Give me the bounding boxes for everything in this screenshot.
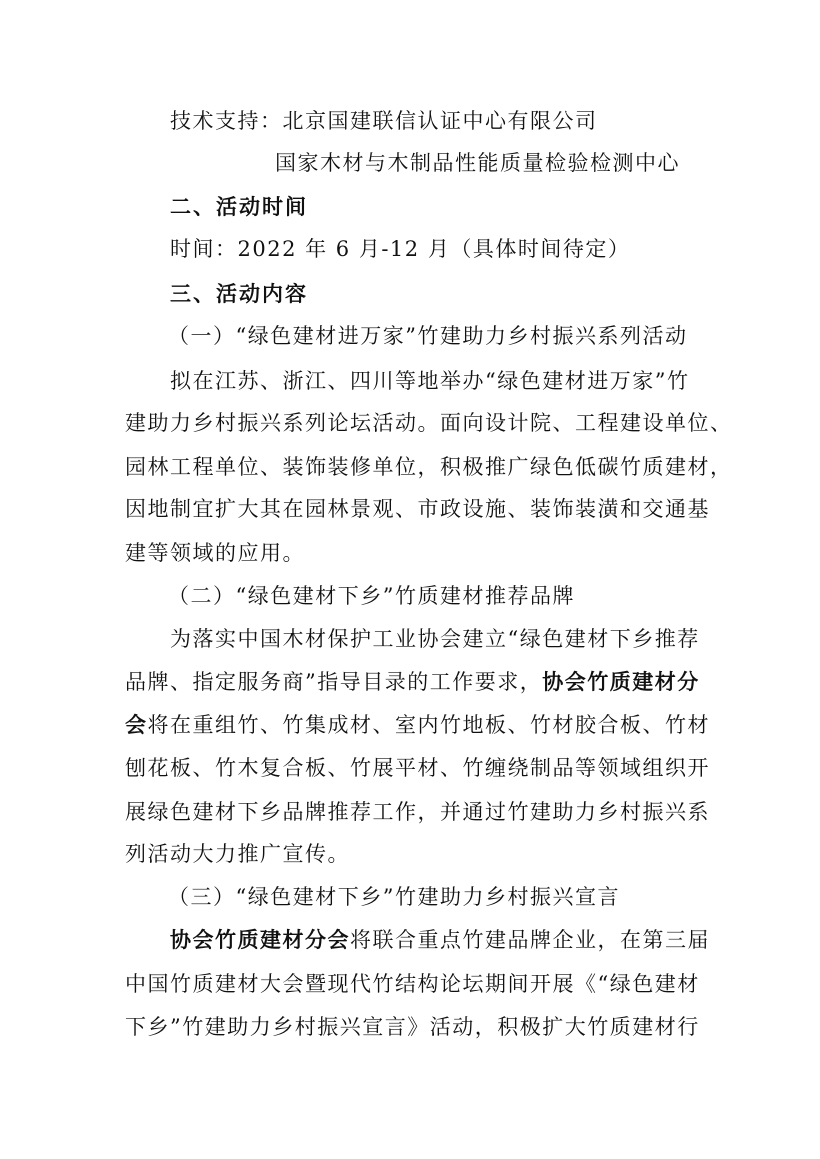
tech-support-label: 技术支持： [170, 109, 283, 133]
tech-support-org-2: 国家木材与木制品性能质量检验检测中心 [275, 151, 680, 175]
subsection-1-line: 拟在江苏、浙江、四川等地举办“绿色建材进万家”竹 [170, 369, 690, 393]
subsection-1-title: （一）“绿色建材进万家”竹建助力乡村振兴系列活动 [168, 324, 688, 348]
section-2-heading: 二、活动时间 [170, 195, 308, 219]
subsection-1-line: 建等领域的应用。 [125, 541, 305, 565]
subsection-2-line: 为落实中国木材保护工业协会建立“绿色建材下乡推荐 [170, 627, 700, 651]
subsection-1-line: 园林工程单位、装饰装修单位，积极推广绿色低碳竹质建材， [125, 455, 733, 479]
subsection-3-line [170, 925, 710, 955]
section-2-time: 时间：2022 年 6 月-12 月（具体时间待定） [170, 237, 631, 261]
subsection-2-line: 展绿色建材下乡品牌推荐工作，并通过竹建助力乡村振兴系 [125, 800, 710, 824]
subsection-2-line [125, 667, 700, 697]
subsection-3-text: 将联合重点竹建品牌企业，在第三届 [350, 928, 710, 952]
subsection-2-text: 将在重组竹、竹集成材、室内竹地板、竹材胶合板、竹材 [147, 713, 710, 737]
subsection-2-text: 品牌、指定服务商”指导目录的工作要求， [125, 670, 543, 694]
association-name-highlight: 会 [125, 713, 148, 737]
subsection-3-line: 下乡”竹建助力乡村振兴宣言》活动，积极扩大竹质建材行 [125, 1015, 700, 1039]
subsection-1-line: 建助力乡村振兴系列论坛活动。面向设计院、工程建设单位、 [125, 411, 733, 435]
section-3-heading: 三、活动内容 [170, 282, 308, 306]
association-name-highlight: 协会竹质建材分 [542, 670, 700, 694]
tech-support-org-1: 北京国建联信认证中心有限公司 [282, 109, 598, 133]
subsection-3-title: （三）“绿色建材下乡”竹建助力乡村振兴宣言 [168, 885, 620, 909]
subsection-3-line: 中国竹质建材大会暨现代竹结构论坛期间开展《“绿色建材 [125, 972, 700, 996]
tech-support-line [170, 106, 598, 136]
subsection-1-line: 因地制宜扩大其在园林景观、市政设施、装饰装潢和交通基 [125, 497, 710, 521]
subsection-2-line: 列活动大力推广宣传。 [125, 842, 350, 866]
subsection-2-line: 刨花板、竹木复合板、竹展平材、竹缠绕制品等领域组织开 [125, 756, 710, 780]
association-name-highlight: 协会竹质建材分会 [170, 928, 350, 952]
subsection-2-line [125, 710, 710, 740]
subsection-2-title: （二）“绿色建材下乡”竹质建材推荐品牌 [168, 584, 575, 608]
